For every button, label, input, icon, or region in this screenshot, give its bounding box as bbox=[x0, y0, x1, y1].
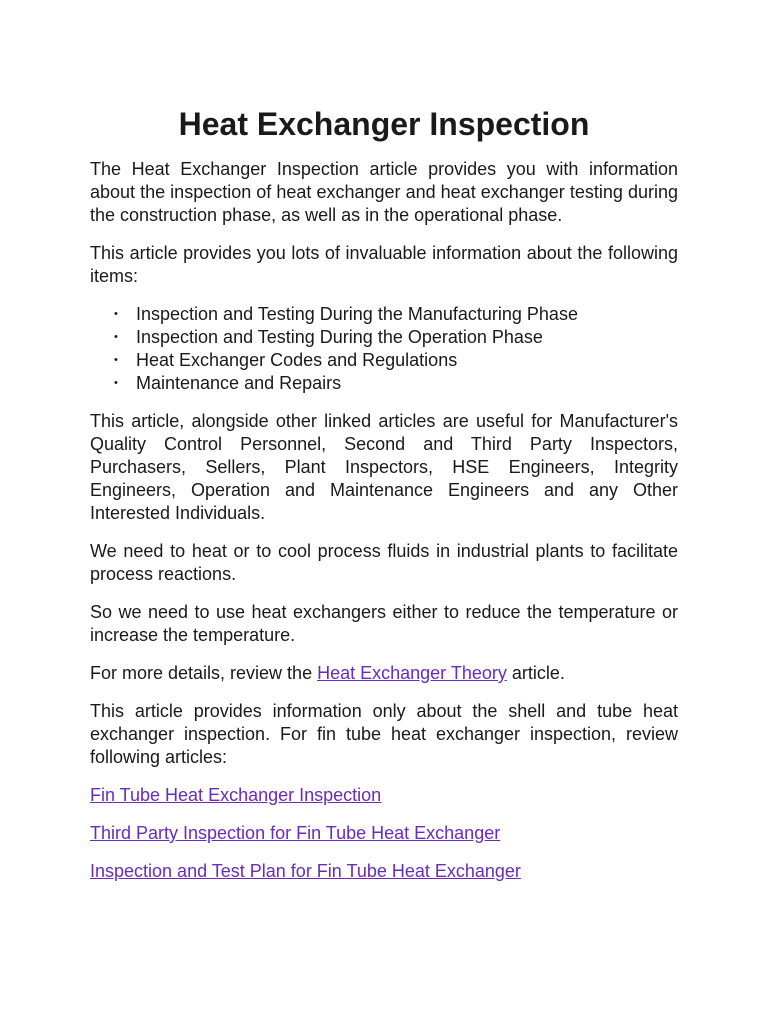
inspection-test-plan-link[interactable]: Inspection and Test Plan for Fin Tube Heat Exchanger bbox=[90, 861, 521, 881]
related-link-row bbox=[90, 860, 678, 883]
page-title: Heat Exchanger Inspection bbox=[178, 106, 590, 142]
third-party-inspection-link[interactable]: Third Party Inspection for Fin Tube Heat Exchanger bbox=[90, 823, 501, 843]
items-intro-paragraph: This article provides you lots of invaluable information about the following items: bbox=[90, 243, 678, 286]
list-item-text: Maintenance and Repairs bbox=[136, 373, 342, 393]
related-link-row bbox=[90, 784, 678, 807]
bullet-icon: • bbox=[114, 377, 118, 389]
details-prefix: For more details, review the bbox=[90, 663, 318, 683]
list-item-text: Inspection and Testing During the Operation Phase bbox=[136, 327, 543, 347]
topics-list bbox=[90, 303, 678, 395]
details-paragraph bbox=[90, 662, 678, 685]
list-item bbox=[114, 349, 678, 372]
heat-cool-paragraph: We need to heat or to cool process fluids in industrial plants to facilitate process reactions. bbox=[90, 541, 678, 584]
list-item-text: Inspection and Testing During the Manufacturing Phase bbox=[136, 304, 578, 324]
list-item bbox=[114, 326, 678, 349]
use-exchangers-paragraph: So we need to use heat exchangers either to reduce the temperature or increase the temperature. bbox=[90, 602, 678, 645]
details-suffix: article. bbox=[506, 663, 565, 683]
intro-paragraph: The Heat Exchanger Inspection article provides you with information about the inspection of heat exchanger and heat exchanger testing during the construction phase, as well as in the operational phase. bbox=[90, 159, 678, 225]
audience-paragraph: This article, alongside other linked articles are useful for Manufacturer's Quality Control Personnel, Second and Third Party Inspectors, Purchasers, Sellers, Plant Inspectors, HSE Engineers, Integrity Engineers, Operation and Maintenance Engineers and any Other Interested Individuals. bbox=[90, 411, 678, 523]
bullet-icon: • bbox=[114, 354, 118, 366]
related-link-row bbox=[90, 822, 678, 845]
bullet-icon: • bbox=[114, 308, 118, 320]
fin-tube-inspection-link[interactable]: Fin Tube Heat Exchanger Inspection bbox=[90, 785, 382, 805]
scope-paragraph: This article provides information only about the shell and tube heat exchanger inspection. For fin tube heat exchanger inspection, review following articles: bbox=[90, 701, 678, 767]
list-item bbox=[114, 303, 678, 326]
list-item bbox=[114, 372, 678, 395]
heat-exchanger-theory-link[interactable]: Heat Exchanger Theory bbox=[317, 663, 507, 683]
list-item-text: Heat Exchanger Codes and Regulations bbox=[136, 350, 458, 370]
bullet-icon: • bbox=[114, 331, 118, 343]
